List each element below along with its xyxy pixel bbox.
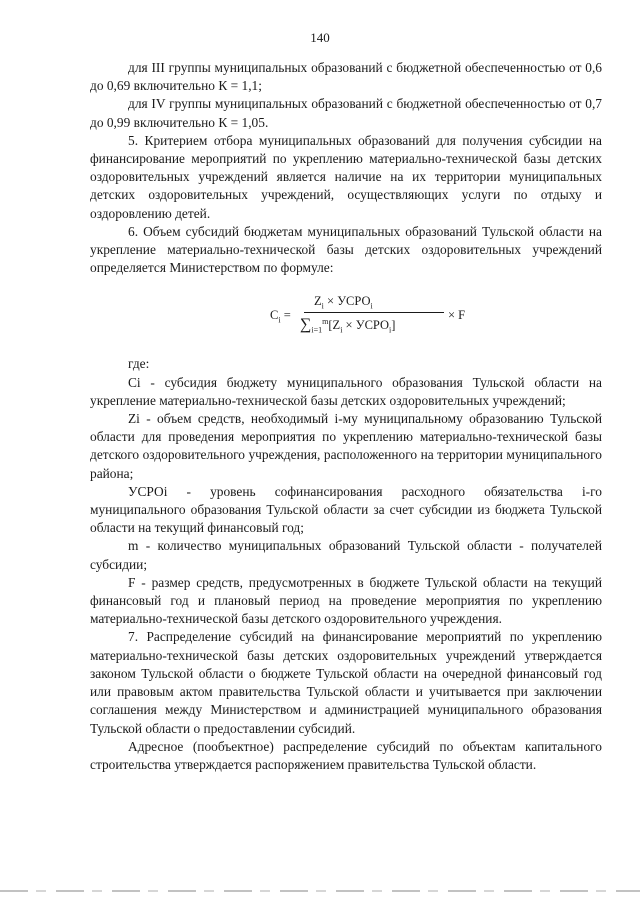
definition-zi: Zi - объем средств, необходимый i-му муниципальному образованию Тульской области для проведения мероприятия по укреплению материально-технической базы детского оздоровительного учреждения, расположенного на территории муниципального района; — [90, 411, 602, 481]
paragraph-distribution: 7. Распределение субсидий на финансирование мероприятий по укреплению материально-технической базы детских оздоровительных учреждений утверждается законом Тульской области о бюджете Тульской области на очередной финансовый год или правовым актом правительства Тульской области и учитывается при заключении соглашения между Министерством и администрацией муниципального образования Тульской области о предоставлении субсидий. — [90, 629, 602, 736]
paragraph-group-4: для IV группы муниципальных образований с бюджетной обеспеченностью от 0,7 до 0,99 включительно К = 1,05. — [90, 96, 602, 130]
formula-denominator: $\sum_{i=1}^m[Z_i$ × $УСРО_i$] — [300, 316, 396, 336]
paragraph-criterion: 5. Критерием отбора муниципальных образований для получения субсидии на финансирование мероприятий по укреплению материально-технической базы детских оздоровительных учреждений является наличие на их территории муниципальных детских оздоровительных учреждений, осуществляющих услуги по отдыху и оздоровлению детей. — [90, 132, 602, 221]
definition-m: m - количество муниципальных образований Тульской области - получателей субсидии; — [90, 538, 602, 572]
definition-usroi: УСРОi - уровень софинансирования расходного обязательства i-го муниципального образования Тульской области за счет субсидии из бюджета Тульской области на текущий финансовый год; — [90, 483, 602, 536]
document-body — [90, 59, 602, 774]
paragraph-where: где: — [128, 356, 150, 372]
page-number: 140 — [310, 30, 330, 45]
subsidy-formula — [90, 292, 602, 344]
paragraph-volume: 6. Объем субсидий бюджетам муниципальных образований Тульской области на укрепление материально-технической базы детских оздоровительных учреждений определяется Министерством по формуле: — [90, 223, 602, 276]
definition-ci: Ci - субсидия бюджету муниципального образования Тульской области на укрепление материально-технической базы детских оздоровительных учреждений; — [90, 374, 602, 408]
paragraph-group-3: для III группы муниципальных образований с бюджетной обеспеченностью от 0,6 до 0,69 включительно К = 1,1; — [90, 60, 602, 94]
formula-rhs: × F — [448, 308, 466, 323]
formula-numerator: $Z_i$ × $УСРО_i$ — [314, 294, 373, 311]
formula-lhs: $C_i$ = — [270, 308, 291, 325]
scan-artifact-line — [0, 890, 640, 892]
paragraph-address: Адресное (пообъектное) распределение субсидий по объектам капитального строительства утверждается распоряжением правительства Тульской области. — [90, 738, 602, 772]
definition-f: F - размер средств, предусмотренных в бюджете Тульской области на текущий финансовый год и плановый период на проведение мероприятия по укреплению материально-технической базы детского оздоровительного учреждения. — [90, 574, 602, 627]
